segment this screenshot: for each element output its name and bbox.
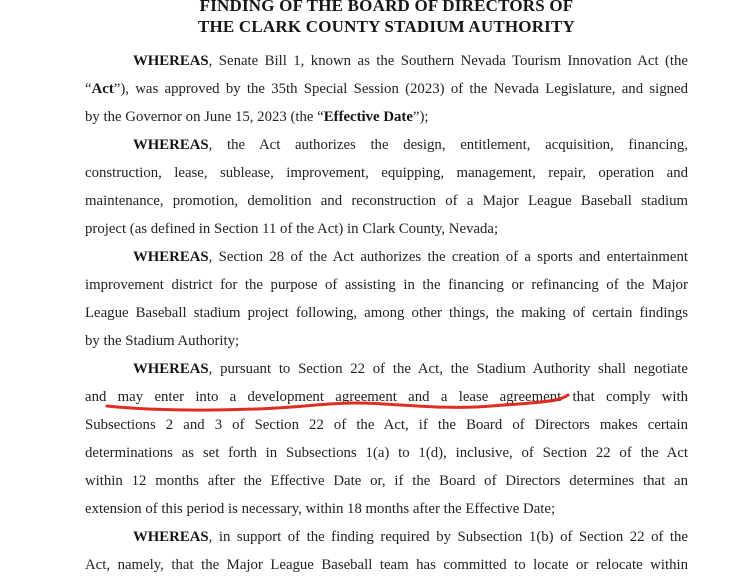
text-segment: League Baseball stadium project following, among other things, the making of certain findings bbox=[85, 305, 688, 321]
text-segment: extension of this period is necessary, within 18 months after the Effective Date; bbox=[85, 501, 556, 517]
document-line bbox=[85, 75, 688, 103]
bold-text-segment: WHEREAS bbox=[133, 361, 209, 377]
text-segment: and may enter into a development agreement and a lease agreement that comply with bbox=[85, 389, 688, 405]
document-line bbox=[85, 271, 688, 299]
bold-text-segment: Act bbox=[91, 81, 114, 97]
document-title-line: FINDING OF THE BOARD OF DIRECTORS OF bbox=[199, 0, 574, 15]
document-line bbox=[85, 187, 688, 215]
text-segment: within 12 months after the Effective Date or, if the Board of Directors determines that an bbox=[85, 473, 688, 489]
document-line bbox=[85, 551, 688, 579]
document-title-line: THE CLARK COUNTY STADIUM AUTHORITY bbox=[197, 17, 576, 36]
text-segment: , the Act authorizes the design, entitlement, acquisition, financing, bbox=[208, 137, 688, 153]
document-line bbox=[85, 467, 688, 495]
text-segment: , Section 28 of the Act authorizes the creation of a sports and entertainment bbox=[208, 249, 688, 265]
text-segment: , Senate Bill 1, known as the Southern Nevada Tourism Innovation Act (the bbox=[208, 53, 688, 69]
bold-text-segment: WHEREAS bbox=[133, 249, 209, 265]
document-line bbox=[85, 355, 688, 383]
document-line bbox=[85, 411, 688, 439]
text-segment: Act, namely, that the Major League Baseball team has committed to locate or relocate within bbox=[85, 557, 688, 573]
document-line bbox=[85, 383, 688, 411]
text-segment: by the Governor on June 15, 2023 (the “ bbox=[85, 109, 324, 125]
text-segment: by the Stadium Authority; bbox=[85, 333, 240, 349]
text-segment: ”), was approved by the 35th Special Session (2023) of the Nevada Legislature, and signed bbox=[113, 81, 688, 97]
document-line bbox=[85, 439, 688, 467]
bold-text-segment: WHEREAS bbox=[133, 137, 209, 153]
document-line bbox=[85, 131, 688, 159]
document-line bbox=[85, 215, 688, 243]
text-segment: , in support of the finding required by Subsection 1(b) of Section 22 of the bbox=[208, 529, 688, 545]
document-line bbox=[85, 299, 688, 327]
text-segment: , pursuant to Section 22 of the Act, the Stadium Authority shall negotiate bbox=[208, 361, 688, 377]
text-segment: improvement district for the purpose of assisting in the financing or refinancing of the Major bbox=[85, 277, 688, 293]
text-segment: project (as defined in Section 11 of the Act) in Clark County, Nevada; bbox=[85, 221, 499, 237]
text-segment: determinations as set forth in Subsections 1(a) to 1(d), inclusive, of Section 22 of the Act bbox=[85, 445, 688, 461]
document-body bbox=[85, 47, 688, 579]
document-line bbox=[85, 243, 688, 271]
document-line bbox=[85, 523, 688, 551]
document-line bbox=[85, 47, 688, 75]
text-segment: ”); bbox=[412, 109, 429, 125]
bold-text-segment: Effective Date bbox=[323, 109, 413, 125]
document-line bbox=[85, 495, 688, 523]
bold-text-segment: WHEREAS bbox=[133, 53, 209, 69]
document-line bbox=[85, 327, 688, 355]
text-segment: maintenance, promotion, demolition and reconstruction of a Major League Baseball stadium bbox=[85, 193, 688, 209]
bold-text-segment: WHEREAS bbox=[133, 529, 209, 545]
text-segment: Subsections 2 and 3 of Section 22 of the Act, if the Board of Directors makes certain bbox=[85, 417, 688, 433]
document-title bbox=[85, 0, 688, 37]
text-segment: construction, lease, sublease, improvement, equipping, management, repair, operation and bbox=[85, 165, 688, 181]
document-line bbox=[85, 159, 688, 187]
document-line bbox=[85, 103, 688, 131]
text-segment: “ bbox=[85, 81, 92, 97]
